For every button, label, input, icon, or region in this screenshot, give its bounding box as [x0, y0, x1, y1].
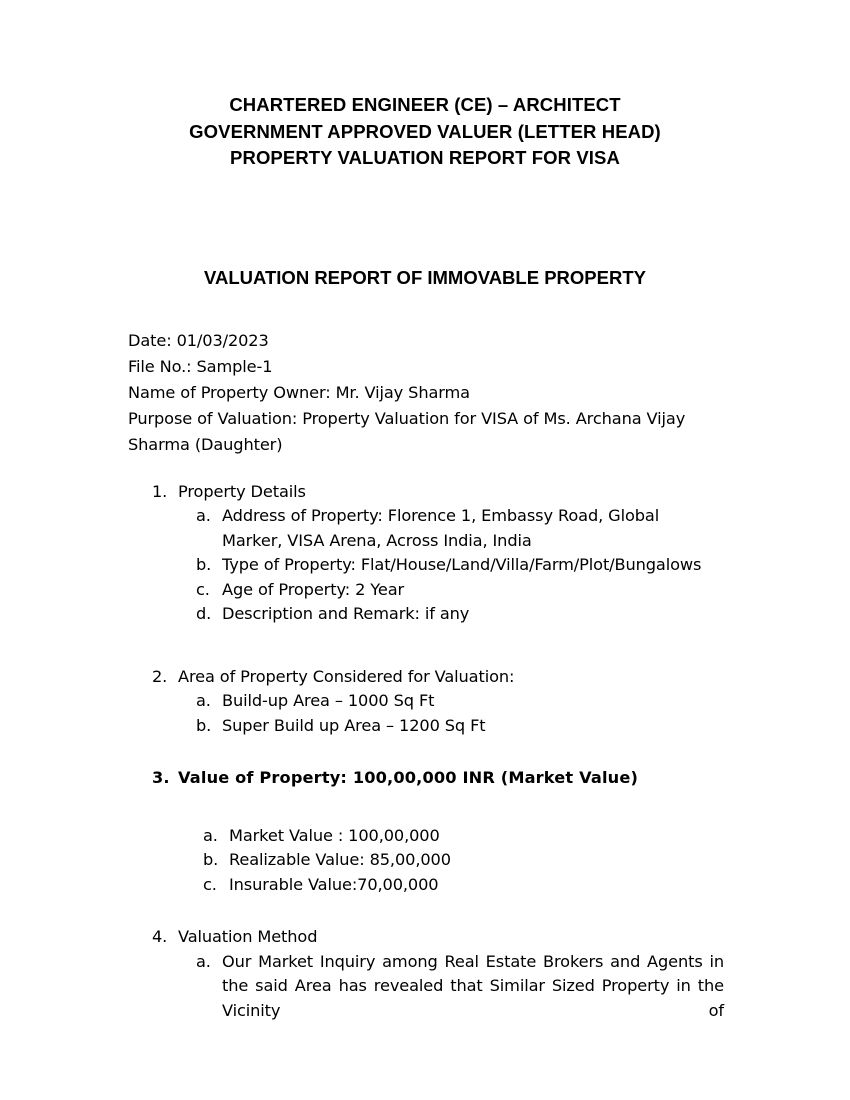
metadata-date: Date: 01/03/2023: [128, 330, 269, 350]
section-1-heading: [0, 480, 850, 505]
section-3-item-a-marker: a.: [203, 825, 218, 845]
section-2-title: Area of Property Considered for Valuation:: [178, 666, 515, 686]
section-2-item-b-text: Super Build up Area – 1200 Sq Ft: [222, 715, 486, 735]
report-metadata: [128, 328, 722, 458]
letterhead-line-1: CHARTERED ENGINEER (CE) – ARCHITECT: [229, 94, 621, 115]
letterhead-line-3: PROPERTY VALUATION REPORT FOR VISA: [230, 147, 620, 168]
section-3-item-a-text: Market Value : 100,00,000: [229, 825, 440, 845]
section-1-item-d-text: Description and Remark: if any: [222, 604, 470, 623]
metadata-purpose: Purpose of Valuation: Property Valuation for VISA of Ms. Archana Vijay Sharma (Daughter): [128, 408, 686, 454]
section-1-item-a-marker: a.: [196, 506, 211, 525]
section-2-item-a: [0, 689, 850, 714]
section-3-item-a: [0, 824, 850, 849]
section-2-item-b: [0, 714, 850, 739]
section-3-item-c-text: Insurable Value:70,00,000: [229, 874, 439, 894]
section-3-item-b-text: Realizable Value: 85,00,000: [229, 850, 451, 869]
section-2-item-b-marker: b.: [196, 715, 212, 735]
section-4-title: Valuation Method: [178, 927, 318, 946]
section-2-item-a-text: Build-up Area – 1000 Sq Ft: [222, 691, 435, 710]
spacer-inside-section-3: [0, 791, 850, 824]
letterhead-line-2: GOVERNMENT APPROVED VALUER (LETTER HEAD): [189, 120, 661, 142]
section-1-item-c-marker: c.: [196, 579, 210, 599]
section-3-item-b-marker: b.: [203, 850, 219, 869]
section-2-item-a-marker: a.: [196, 691, 211, 710]
section-3-heading: [0, 766, 850, 791]
document-title: VALUATION REPORT OF IMMOVABLE PROPERTY: [204, 266, 646, 288]
section-1-item-b-text: Type of Property: Flat/House/Land/Villa/Farm/Plot/Bungalows: [222, 555, 702, 574]
section-1-item-c-text: Age of Property: 2 Year: [222, 579, 405, 599]
section-3-marker: 3.: [152, 768, 170, 787]
section-2-heading: [0, 665, 850, 690]
letterhead: [0, 0, 850, 172]
section-1-item-c: [0, 578, 850, 603]
section-1-title: Property Details: [178, 481, 306, 501]
section-4-item-a-text: Our Market Inquiry among Real Estate Brokers and Agents in the said Area has revealed that Similar Sized Property in the Vicinity of: [222, 951, 724, 1020]
section-4-item-a: [0, 950, 850, 1024]
section-3-item-b: [0, 848, 850, 873]
section-3-item-c-marker: c.: [203, 874, 217, 894]
spacer-after-section-3: [0, 897, 850, 925]
section-1-item-a: [0, 504, 850, 553]
metadata-file-no: File No.: Sample-1: [128, 356, 273, 376]
section-1-item-d: [0, 602, 850, 627]
section-3-title: Value of Property: 100,00,000 INR (Market Value): [178, 768, 638, 787]
section-3-item-c: [0, 873, 850, 898]
section-4-heading: [0, 925, 850, 950]
section-1-marker: 1.: [152, 481, 168, 501]
spacer-after-section-1: [0, 627, 850, 665]
section-1-item-a-text: Address of Property: Florence 1, Embassy Road, Global Marker, VISA Arena, Across India, India: [222, 506, 660, 550]
section-4-marker: 4.: [152, 927, 168, 946]
spacer-after-section-2: [0, 738, 850, 766]
metadata-owner: Name of Property Owner: Mr. Vijay Sharma: [128, 382, 470, 402]
report-body: [0, 480, 850, 1024]
section-4-item-a-marker: a.: [196, 951, 211, 971]
section-1-item-b-marker: b.: [196, 555, 212, 574]
section-2-marker: 2.: [152, 666, 168, 686]
section-1-item-d-marker: d.: [196, 604, 212, 623]
section-1-item-b: [0, 553, 850, 578]
